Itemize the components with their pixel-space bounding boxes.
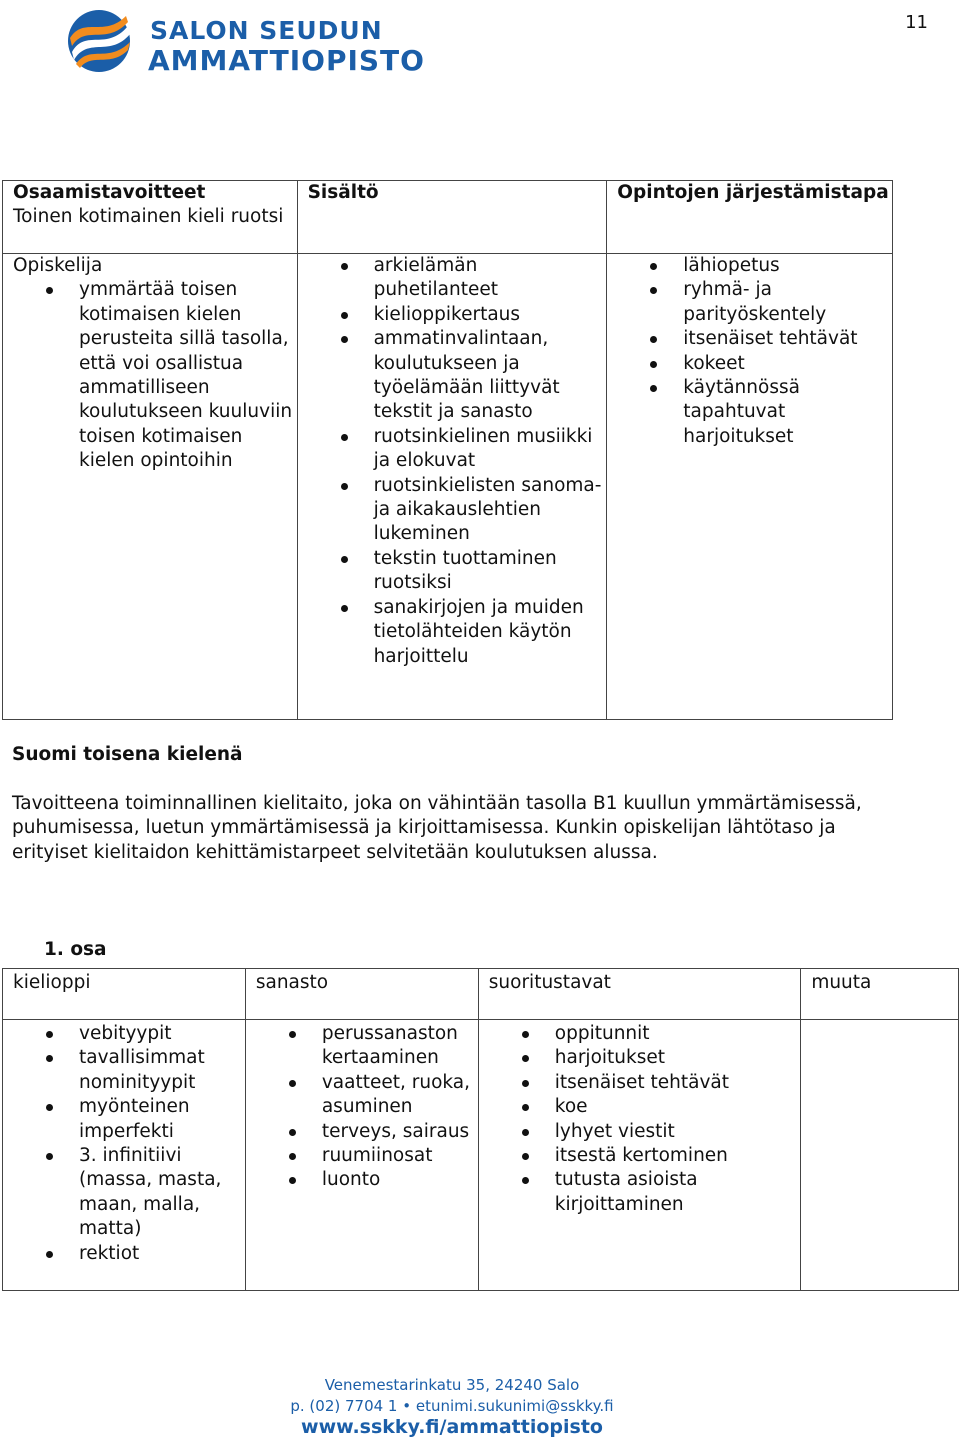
- header-osaamistavoitteet: [3, 181, 298, 254]
- header-sanasto: sanasto: [245, 969, 478, 1020]
- vocabulary-cell: [245, 1020, 478, 1291]
- list-item: koe: [555, 1095, 801, 1119]
- goals-cell: [3, 254, 298, 720]
- list-item: tekstin tuottaminen ruotsiksi: [374, 547, 607, 596]
- list-item: ymmärtää toisen kotimaisen kielen perusteita sillä tasolla, että voi osallistua ammatilliseen koulutukseen kuuluviin toisen kotimaisen kielen opintoihin: [79, 278, 297, 473]
- list-item: tutusta asioista kirjoittaminen: [555, 1168, 801, 1217]
- curriculum-table: [2, 180, 893, 720]
- list-item: 3. infinitiivi (massa, masta, maan, malla, matta): [79, 1144, 245, 1242]
- footer-web-link[interactable]: www.sskky.fi/ammattiopisto: [301, 1416, 603, 1438]
- list-item: ruumiinosat: [322, 1144, 478, 1168]
- footer-contact: p. (02) 7704 1 • etunimi.sukunimi@sskky.fi: [290, 1397, 614, 1415]
- list-item: lähiopetus: [683, 254, 892, 278]
- list-item: arkielämän puhetilanteet: [374, 254, 607, 303]
- list-item: itsenäiset tehtävät: [683, 327, 892, 351]
- completion-list: [489, 1022, 801, 1217]
- list-item: sanakirjojen ja muiden tietolähteiden käytön harjoittelu: [374, 596, 607, 669]
- list-item: ruotsinkielinen musiikki ja elokuvat: [374, 425, 607, 474]
- logo-text-line2: AMMATTIOPISTO: [148, 44, 425, 77]
- list-item: vebityypit: [79, 1022, 245, 1046]
- header-title: Osaamistavoitteet: [13, 182, 206, 203]
- header-subtitle: Toinen kotimainen kieli ruotsi: [13, 206, 284, 228]
- list-item: kielioppikertaus: [374, 303, 607, 327]
- logo: [66, 8, 456, 78]
- list-item: perussanaston kertaaminen: [322, 1022, 478, 1071]
- list-item: oppitunnit: [555, 1022, 801, 1046]
- list-item: terveys, sairaus: [322, 1120, 478, 1144]
- list-item: ruotsinkielisten sanoma- ja aikakauslehtien lukeminen: [374, 474, 607, 547]
- header-jarjestamistapa: [607, 181, 893, 254]
- header-title: Opintojen järjestämistapa: [617, 182, 889, 203]
- header-sisalto: [297, 181, 607, 254]
- list-item: tavallisimmat nominityypit: [79, 1046, 245, 1095]
- course-part-table: [2, 968, 959, 1291]
- goals-list: [13, 278, 297, 473]
- list-item: vaatteet, ruoka, asuminen: [322, 1071, 478, 1120]
- page-number: 11: [905, 12, 928, 33]
- list-item: käytännössä tapahtuvat harjoitukset: [683, 376, 892, 449]
- logo-text-line1: SALON SEUDUN: [150, 16, 383, 45]
- content-cell: [297, 254, 607, 720]
- list-item: harjoitukset: [555, 1046, 801, 1070]
- part-title: 1. osa: [44, 939, 107, 960]
- list-item: ammatinvalintaan, koulutukseen ja työelämään liittyvät tekstit ja sanasto: [374, 327, 607, 425]
- vocabulary-list: [256, 1022, 478, 1193]
- header-muuta: muuta: [801, 969, 959, 1020]
- methods-list: [617, 254, 892, 449]
- list-item: ryhmä- ja parityöskentely: [683, 278, 892, 327]
- list-item: itsenäiset tehtävät: [555, 1071, 801, 1095]
- grammar-list: [13, 1022, 245, 1266]
- list-item: rektiot: [79, 1242, 245, 1266]
- list-item: itsestä kertominen: [555, 1144, 801, 1168]
- other-cell: [801, 1020, 959, 1291]
- list-item: myönteinen imperfekti: [79, 1095, 245, 1144]
- header-kielioppi: kielioppi: [3, 969, 246, 1020]
- header-title: Sisältö: [307, 182, 379, 203]
- goals-lead: Opiskelija: [13, 255, 103, 276]
- list-item: lyhyet viestit: [555, 1120, 801, 1144]
- header-suoritustavat: suoritustavat: [478, 969, 801, 1020]
- intro-paragraph: Tavoitteena toiminnallinen kielitaito, joka on vähintään tasolla B1 kuullun ymmärtämisessä, puhumisessa, luetun ymmärtämisessä ja kirjoittamisessa. Kunkin opiskelijan lähtötaso ja erityiset kielitaidon kehittämistarpeet selvitetään koulutuksen alussa.: [12, 793, 862, 863]
- list-item: kokeet: [683, 352, 892, 376]
- list-item: luonto: [322, 1168, 478, 1192]
- content-list: [308, 254, 607, 669]
- grammar-cell: [3, 1020, 246, 1291]
- methods-cell: [607, 254, 893, 720]
- logo-emblem-icon: [66, 8, 136, 74]
- section-title: Suomi toisena kielenä: [12, 744, 243, 765]
- completion-cell: [478, 1020, 801, 1291]
- footer-address: Venemestarinkatu 35, 24240 Salo: [324, 1376, 580, 1394]
